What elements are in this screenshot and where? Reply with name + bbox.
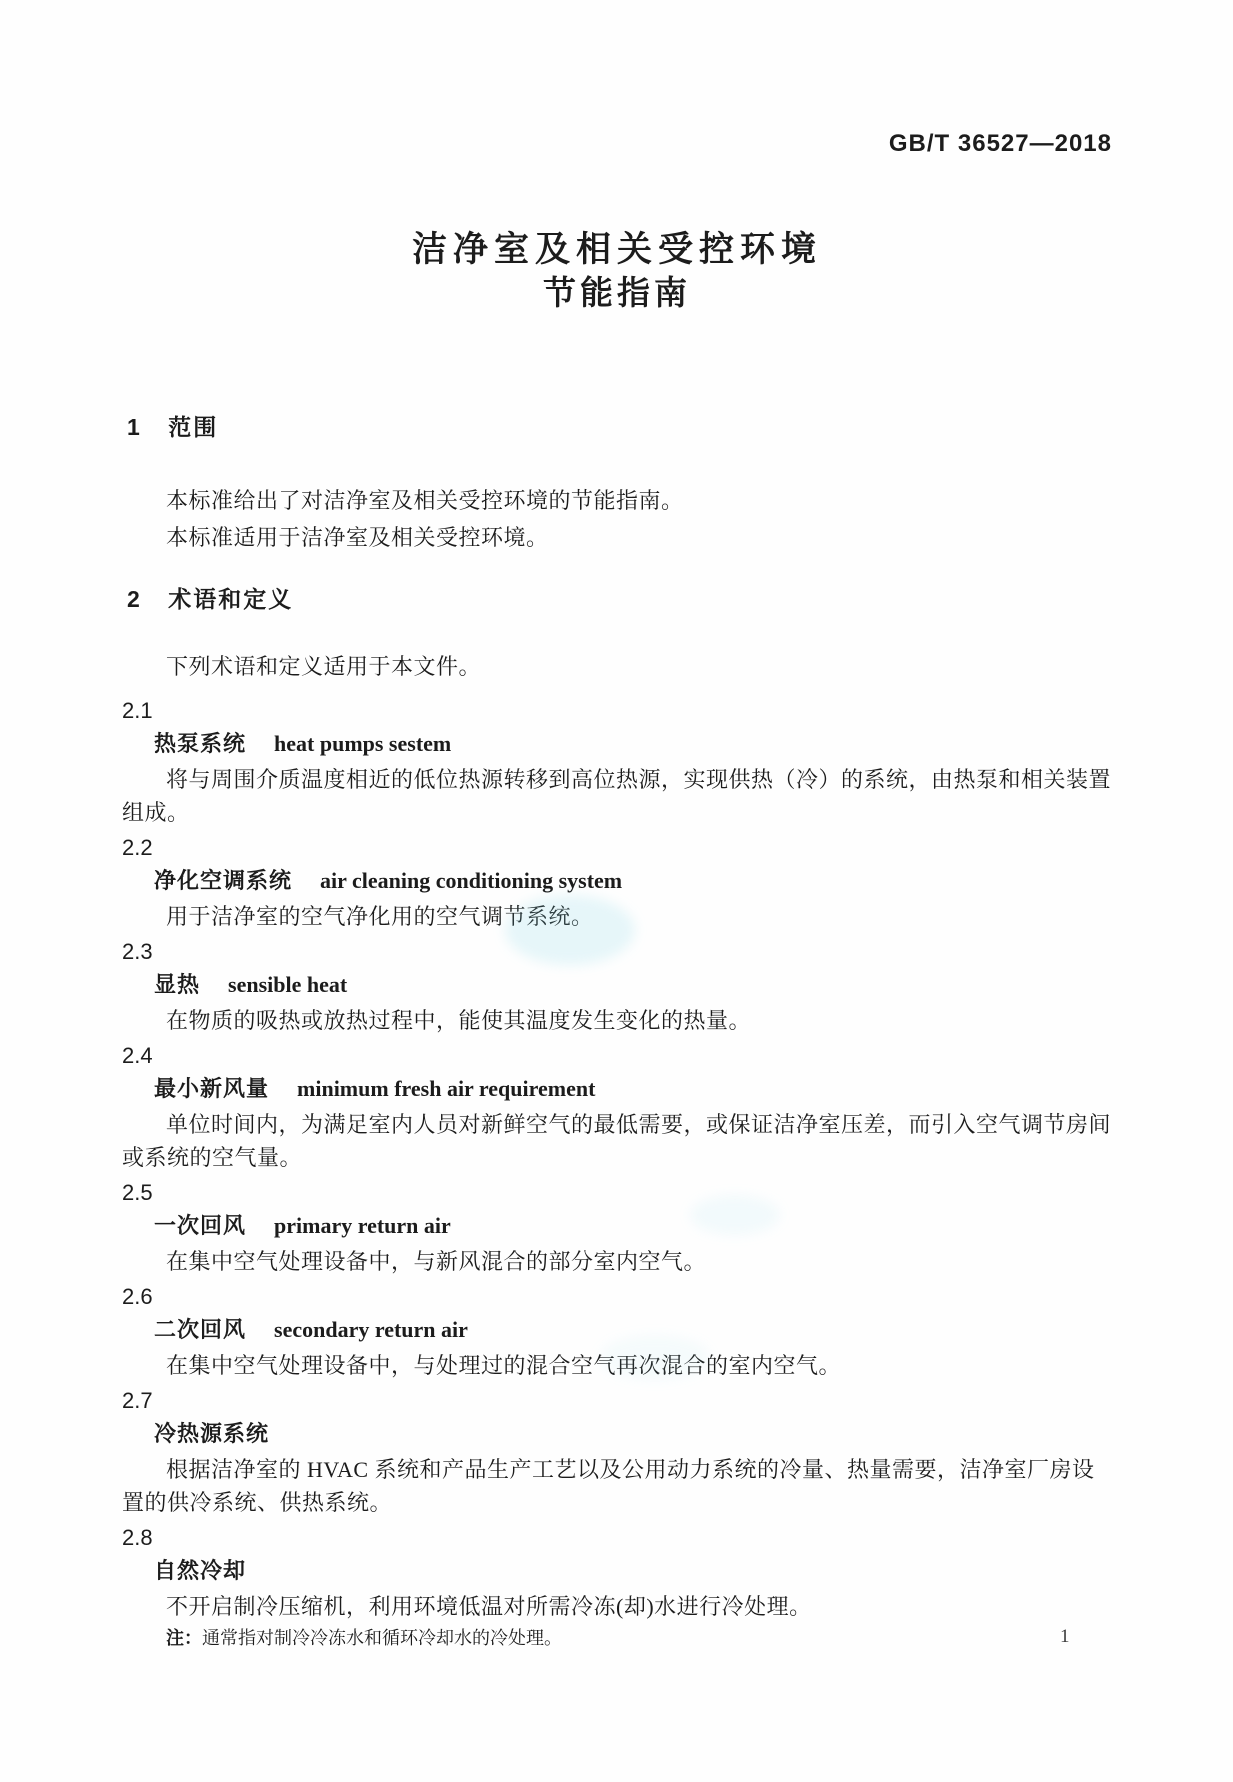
term-name-en: secondary return air	[274, 1317, 468, 1342]
section-1-heading	[122, 412, 1112, 442]
term-name-zh: 冷热源系统	[154, 1421, 270, 1446]
terms-list	[122, 694, 1112, 1653]
note-label: 注：	[166, 1628, 202, 1648]
term-entry-2-1	[122, 694, 1112, 829]
scope-paragraphs	[122, 482, 1112, 556]
term-name-en: heat pumps sestem	[274, 731, 452, 756]
scope-paragraph-2: 本标准适用于洁净室及相关受控环境。	[166, 525, 549, 550]
term-number: 2.3	[122, 939, 153, 964]
term-number: 2.6	[122, 1284, 153, 1309]
term-entry-2-5	[122, 1176, 1112, 1278]
term-title	[122, 1417, 1112, 1453]
term-number: 2.5	[122, 1180, 153, 1205]
term-definition: 将与周围介质温度相近的低位热源转移到高位热源，实现供热（冷）的系统，由热泵和相关装置组成。	[122, 767, 1112, 825]
section-2-heading	[122, 584, 1112, 614]
term-definition: 单位时间内，为满足室内人员对新鲜空气的最低需要，或保证洁净室压差，而引入空气调节房间或系统的空气量。	[122, 1112, 1112, 1170]
term-title	[122, 1554, 1112, 1590]
term-number: 2.7	[122, 1388, 153, 1413]
term-entry-2-4	[122, 1039, 1112, 1174]
note-text: 通常指对制冷冷冻水和循环冷却水的冷处理。	[202, 1628, 562, 1648]
term-number: 2.4	[122, 1043, 153, 1068]
term-name-zh: 显热	[154, 972, 201, 997]
term-name-zh: 热泵系统	[154, 731, 247, 756]
term-name-en: sensible heat	[228, 972, 348, 997]
term-definition: 不开启制冷压缩机，利用环境低温对所需冷冻(却)水进行冷处理。	[166, 1594, 812, 1619]
term-name-zh: 二次回风	[154, 1317, 247, 1342]
term-name-en: minimum fresh air requirement	[297, 1076, 596, 1101]
term-entry-2-2	[122, 831, 1112, 933]
term-number: 2.8	[122, 1525, 153, 1550]
term-entry-2-3	[122, 935, 1112, 1037]
term-entry-2-6	[122, 1280, 1112, 1382]
term-title	[122, 727, 1112, 763]
term-entry-2-7	[122, 1384, 1112, 1519]
term-title	[122, 968, 1112, 1004]
standard-number: GB/T 36527—2018	[888, 130, 1112, 157]
term-name-zh: 自然冷却	[154, 1558, 247, 1583]
term-definition: 在物质的吸热或放热过程中，能使其温度发生变化的热量。	[166, 1008, 752, 1033]
term-name-zh: 一次回风	[154, 1213, 247, 1238]
term-name-en: primary return air	[274, 1213, 451, 1238]
term-entry-2-8	[122, 1521, 1112, 1653]
term-number: 2.2	[122, 835, 153, 860]
term-definition: 在集中空气处理设备中，与处理过的混合空气再次混合的室内空气。	[166, 1353, 842, 1378]
section-1-title: 范围	[168, 414, 219, 440]
terms-intro: 下列术语和定义适用于本文件。	[166, 654, 482, 679]
term-name-en: air cleaning conditioning system	[320, 868, 623, 893]
section-1-number: 1	[127, 414, 140, 440]
term-title	[122, 1072, 1112, 1108]
term-title	[122, 1209, 1112, 1245]
term-name-zh: 最小新风量	[154, 1076, 270, 1101]
scope-paragraph-1: 本标准给出了对洁净室及相关受控环境的节能指南。	[166, 488, 684, 513]
section-2-number: 2	[127, 586, 140, 612]
section-2-title: 术语和定义	[168, 586, 294, 612]
document-title	[122, 228, 1112, 316]
term-title	[122, 864, 1112, 900]
term-title	[122, 1313, 1112, 1349]
term-definition: 用于洁净室的空气净化用的空气调节系统。	[166, 904, 594, 929]
term-note	[122, 1623, 1112, 1653]
document-title-line2: 节能指南	[543, 276, 691, 312]
page-number: 1	[1060, 1626, 1070, 1647]
term-definition: 根据洁净室的 HVAC 系统和产品生产工艺以及公用动力系统的冷量、热量需要，洁净室厂房设置的供冷系统、供热系统。	[122, 1457, 1095, 1515]
term-number: 2.1	[122, 698, 153, 723]
term-definition: 在集中空气处理设备中，与新风混合的部分室内空气。	[166, 1249, 707, 1274]
term-name-zh: 净化空调系统	[154, 868, 293, 893]
document-title-line1: 洁净室及相关受控环境	[411, 230, 822, 269]
